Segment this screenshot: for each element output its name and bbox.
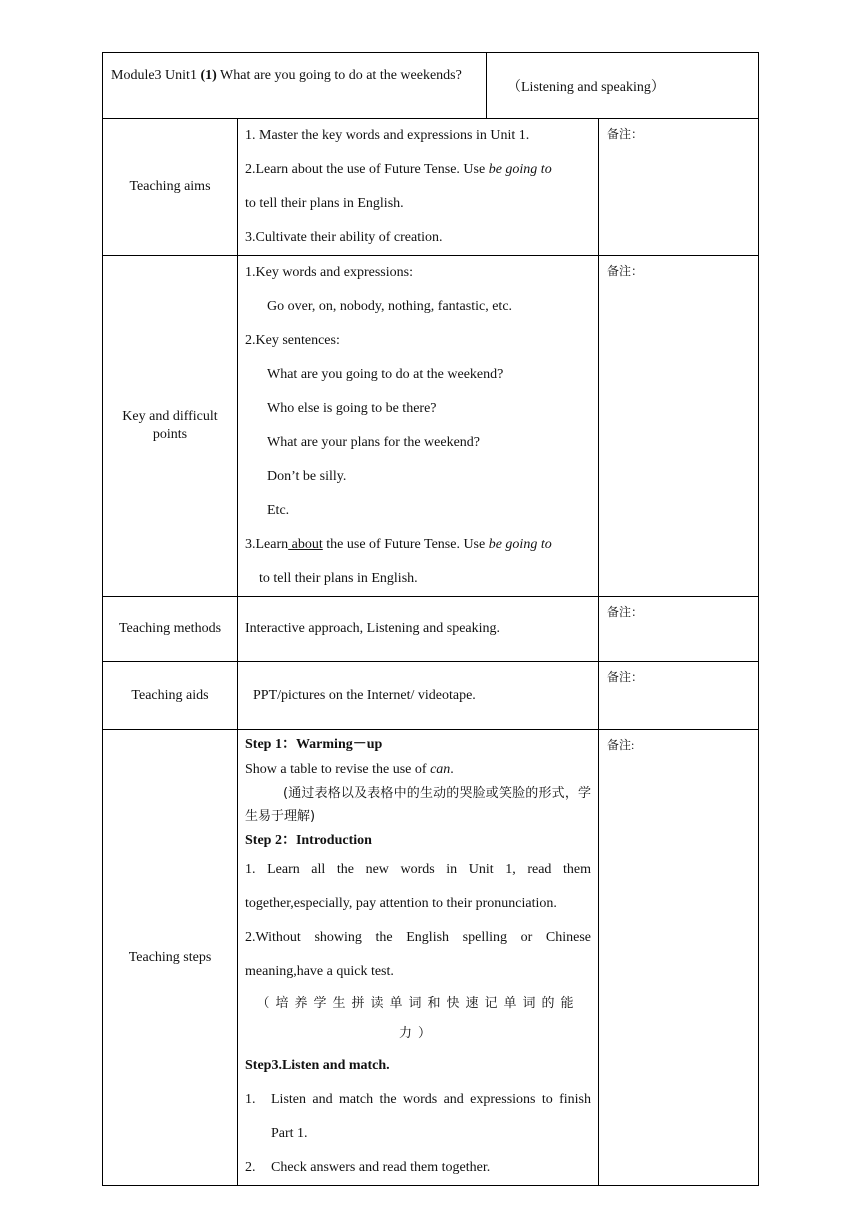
step-1-text: [245, 757, 591, 782]
aims-line-1: 1. Master the key words and expressions in Unit 1.: [245, 128, 530, 143]
aims-label: Teaching aims: [103, 119, 238, 256]
aims-line-2: [245, 153, 591, 187]
aids-row: [103, 662, 759, 730]
lesson-type: （Listening and speaking）: [487, 53, 759, 119]
key-line-8: Etc.: [267, 503, 290, 518]
key-line-9: [245, 528, 591, 562]
key-line-6: What are your plans for the weekend?: [267, 435, 481, 450]
step-2-line-1: 1. Learn all the new words in Unit 1, read them together,especially, pay attention to their pronunciation.: [245, 862, 591, 911]
aims-line-2-text: 2.Learn about the use of Future Tense. Use: [245, 162, 489, 177]
lesson-title: [103, 53, 487, 119]
aids-label: Teaching aids: [103, 662, 238, 730]
key-line-4: What are you going to do at the weekend?: [267, 367, 504, 382]
key-note: 备注：: [599, 256, 759, 597]
aims-row: [103, 119, 759, 256]
step-3-item-1: [245, 1083, 591, 1151]
step-1-text-emphasis: can: [430, 762, 451, 777]
title-prefix: Module3 Unit1: [111, 68, 197, 83]
step-3-item-1-number: 1.: [245, 1092, 256, 1107]
key-line-10: to tell their plans in English.: [259, 571, 418, 586]
aims-line-2b: to tell their plans in English.: [245, 196, 404, 211]
step-3-item-2-number: 2.: [245, 1160, 256, 1175]
step-1-text-a: Show a table to revise the use of: [245, 762, 431, 777]
key-line-9-a: 3.Learn: [245, 537, 289, 552]
lesson-plan-table: [102, 52, 759, 1186]
step-3-item-2-text: Check answers and read them together.: [271, 1160, 491, 1175]
key-line-3: 2.Key sentences:: [245, 333, 340, 348]
steps-label: Teaching steps: [103, 730, 238, 1186]
key-line-9-b: the use of Future Tense. Use: [322, 537, 489, 552]
step-3-item-2: [245, 1151, 591, 1185]
title-number: (1): [200, 68, 217, 83]
key-label: Key and difficult points: [103, 256, 238, 597]
methods-label: Teaching methods: [103, 597, 238, 662]
methods-note: 备注：: [599, 597, 759, 662]
methods-row: [103, 597, 759, 662]
step-1-text-b: .: [450, 762, 454, 777]
header-row: [103, 53, 759, 119]
aids-content: PPT/pictures on the Internet/ videotape.: [238, 662, 599, 730]
key-line-1: 1.Key words and expressions:: [245, 265, 413, 280]
step-1-heading: Step 1：Warming－up: [245, 737, 383, 752]
step-1-note-cn: (通过表格以及表格中的生动的哭脸或笑脸的形式，学生易于理解): [245, 786, 591, 824]
title-rest: What are you going to do at the weekends?: [220, 68, 462, 83]
aims-note: 备注：: [599, 119, 759, 256]
key-line-9-underlined: about: [288, 537, 323, 552]
key-line-9-emphasis: be going to: [488, 537, 552, 552]
aims-content: [238, 119, 599, 256]
aims-line-3: 3.Cultivate their ability of creation.: [245, 230, 443, 245]
step-3-heading: Step3.Listen and match.: [245, 1058, 390, 1073]
key-row: [103, 256, 759, 597]
key-line-2: Go over, on, nobody, nothing, fantastic, etc.: [267, 299, 513, 314]
steps-content: [238, 730, 599, 1186]
lesson-plan: [102, 52, 758, 1186]
aids-note: 备注：: [599, 662, 759, 730]
steps-row: [103, 730, 759, 1186]
aims-line-2-emphasis: be going to: [488, 162, 552, 177]
steps-note: 备注:: [599, 730, 759, 1186]
key-line-5: Who else is going to be there?: [267, 401, 437, 416]
step-2-note-cn: （培养学生拼读单词和快速记单词的能力）: [256, 996, 580, 1041]
step-2-heading: Step 2：Introduction: [245, 833, 372, 848]
step-2-line-2: 2.Without showing the English spelling or Chinese meaning,have a quick test.: [245, 930, 591, 979]
key-content: [238, 256, 599, 597]
methods-content: Interactive approach, Listening and speaking.: [238, 597, 599, 662]
step-3-item-1-text: Listen and match the words and expressions to finish Part 1.: [271, 1092, 591, 1141]
key-line-7: Don’t be silly.: [267, 469, 347, 484]
